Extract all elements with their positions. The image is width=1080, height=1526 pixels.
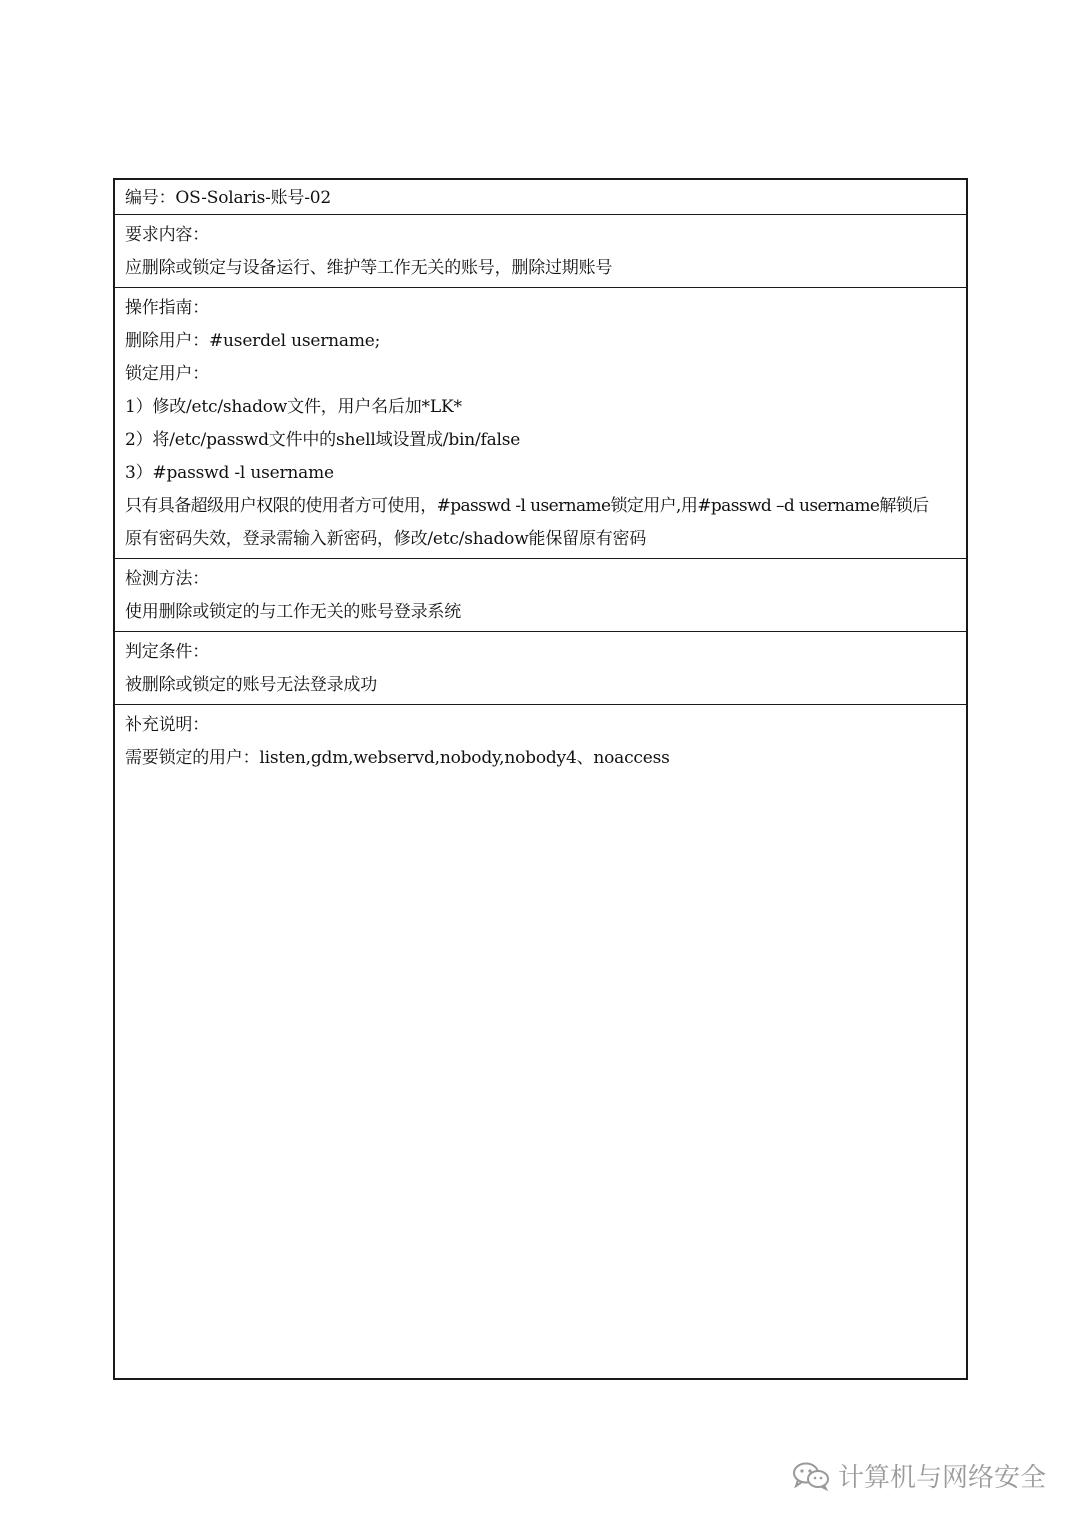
form-id: 编号：OS-Solaris-账号-02 [125, 188, 332, 208]
criteria-section [115, 632, 966, 705]
guide-line: 原有密码失效，登录需输入新密码，修改/etc/shadow能保留原有密码 [125, 529, 647, 549]
wechat-icon [792, 1461, 830, 1491]
guide-line: 3）#passwd -l username [125, 463, 334, 483]
guide-line: 2）将/etc/passwd文件中的shell域设置成/bin/false [125, 430, 521, 450]
requirement-section [115, 215, 966, 288]
detection-section [115, 559, 966, 632]
guide-line: 锁定用户： [125, 364, 209, 384]
watermark [792, 1457, 1046, 1494]
detection-text: 使用删除或锁定的与工作无关的账号登录系统 [125, 602, 461, 622]
guide-section [115, 288, 966, 559]
guide-line: 1）修改/etc/shadow文件，用户名后加*LK* [125, 397, 462, 417]
notes-heading: 补充说明： [125, 715, 209, 735]
requirement-heading: 要求内容： [125, 225, 209, 245]
form-id-row [115, 180, 966, 215]
criteria-text: 被删除或锁定的账号无法登录成功 [125, 675, 377, 695]
detection-heading: 检测方法： [125, 569, 209, 589]
guide-line: 删除用户：#userdel username; [125, 331, 381, 351]
watermark-text: 计算机与网络安全 [837, 1463, 1046, 1493]
requirement-text: 应删除或锁定与设备运行、维护等工作无关的账号，删除过期账号 [125, 258, 613, 278]
guide-line: 只有具备超级用户权限的使用者方可使用，#passwd -l username锁定用户,用#passwd –d username解锁后 [125, 496, 929, 516]
guide-heading: 操作指南： [125, 298, 209, 318]
security-baseline-form [113, 178, 968, 1380]
notes-text: 需要锁定的用户：listen,gdm,webservd,nobody,nobody4、noaccess [125, 748, 670, 768]
notes-section [115, 705, 966, 1378]
criteria-heading: 判定条件： [125, 642, 209, 662]
